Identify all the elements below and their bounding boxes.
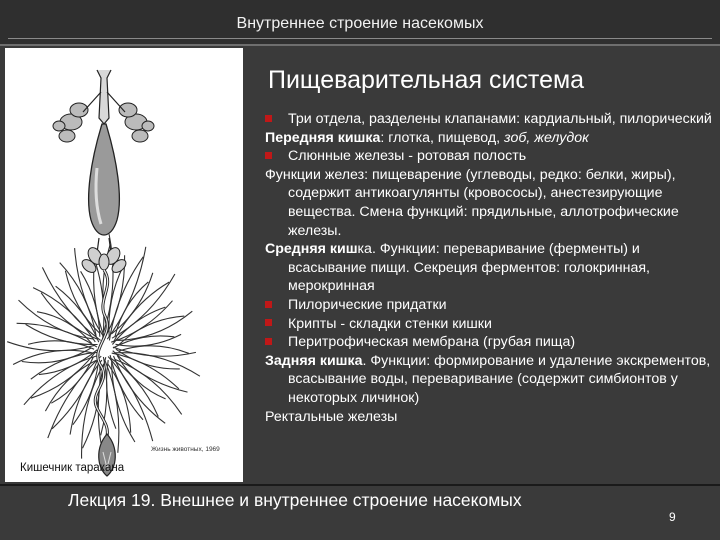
header-divider xyxy=(8,38,712,39)
bullet-item xyxy=(265,333,713,352)
slide-header xyxy=(0,0,720,46)
cockroach-gut-figure xyxy=(5,48,243,482)
square-bullet-icon xyxy=(265,115,272,122)
bullet-item xyxy=(265,147,713,166)
content-body xyxy=(265,110,713,484)
malpighian-tubule xyxy=(7,342,94,351)
figure-caption: Кишечник таракана xyxy=(20,462,125,474)
square-bullet-icon xyxy=(265,152,272,159)
bullet-text: Крипты - складки стенки кишки xyxy=(288,315,492,332)
malpighian-tubule xyxy=(112,362,135,442)
paragraph-midgut xyxy=(265,240,713,296)
paragraph-rectal-glands xyxy=(265,408,713,427)
malpighian-tubule xyxy=(37,312,92,344)
italic-terms: зоб, желудок xyxy=(504,129,589,146)
paragraph-text: Функции желез: пищеварение (углеводы, редко: белки, жиры), содержит антикоагулянты (кровососы), анестезирующие вещества. Смена функций: прядильные, аллотрофические железы. xyxy=(265,166,679,239)
malpighian-tubule xyxy=(45,360,96,411)
header-title: Внутреннее строение насекомых xyxy=(236,15,484,32)
paragraph-text: . Функции: переваривание (ферменты) и всасывание пищи. Секреция ферментов: голокринная, мерокринная xyxy=(288,241,650,295)
paragraph-foregut xyxy=(265,129,713,148)
gut-illustration xyxy=(5,48,243,482)
term-hindgut: Задняя кишка xyxy=(265,352,363,369)
figure-credit: Жизнь животных, 1969 xyxy=(151,446,220,453)
malpighian-tubule xyxy=(51,357,93,403)
paragraph-text: . Функции: формирование и удаление экскрементов, всасывание воды, переваривание (содержит симбионтов у некоторых личинок) xyxy=(288,352,711,406)
bullet-text: Слюнные железы - ротовая полость xyxy=(288,148,527,165)
bullet-item xyxy=(265,315,713,334)
lecture-title: Лекция 19. Внешнее и внутреннее строение насекомых xyxy=(68,490,522,510)
bullet-text: Пилорические придатки xyxy=(288,296,447,313)
term-midgut-suffix: ка xyxy=(357,241,372,258)
paragraph-text: Ректальные железы xyxy=(265,408,398,425)
paragraph-hindgut xyxy=(265,352,713,408)
malpighian-tubule xyxy=(115,282,148,337)
square-bullet-icon xyxy=(265,319,272,326)
malpighian-tubule xyxy=(42,267,100,340)
square-bullet-icon xyxy=(265,301,272,308)
page-number: 9 xyxy=(669,510,676,524)
term-foregut: Передняя кишка xyxy=(265,129,381,146)
bullet-text: Перитрофическая мембрана (грубая пища) xyxy=(288,334,576,351)
footer-divider xyxy=(0,484,720,486)
paragraph-text: : глотка, пищевод, xyxy=(380,129,505,146)
bullet-text: Три отдела, разделены клапанами: кардиальный, пилорический xyxy=(288,111,712,127)
paragraph-gland-functions xyxy=(265,166,713,240)
bullet-item xyxy=(265,296,713,315)
slide-title: Пищеварительная система xyxy=(268,66,585,94)
square-bullet-icon xyxy=(265,338,272,345)
term-midgut: Средняя киш xyxy=(265,241,358,258)
malpighian-tubule xyxy=(81,271,100,337)
bullet-item xyxy=(265,110,713,129)
slide-footer xyxy=(0,484,720,540)
